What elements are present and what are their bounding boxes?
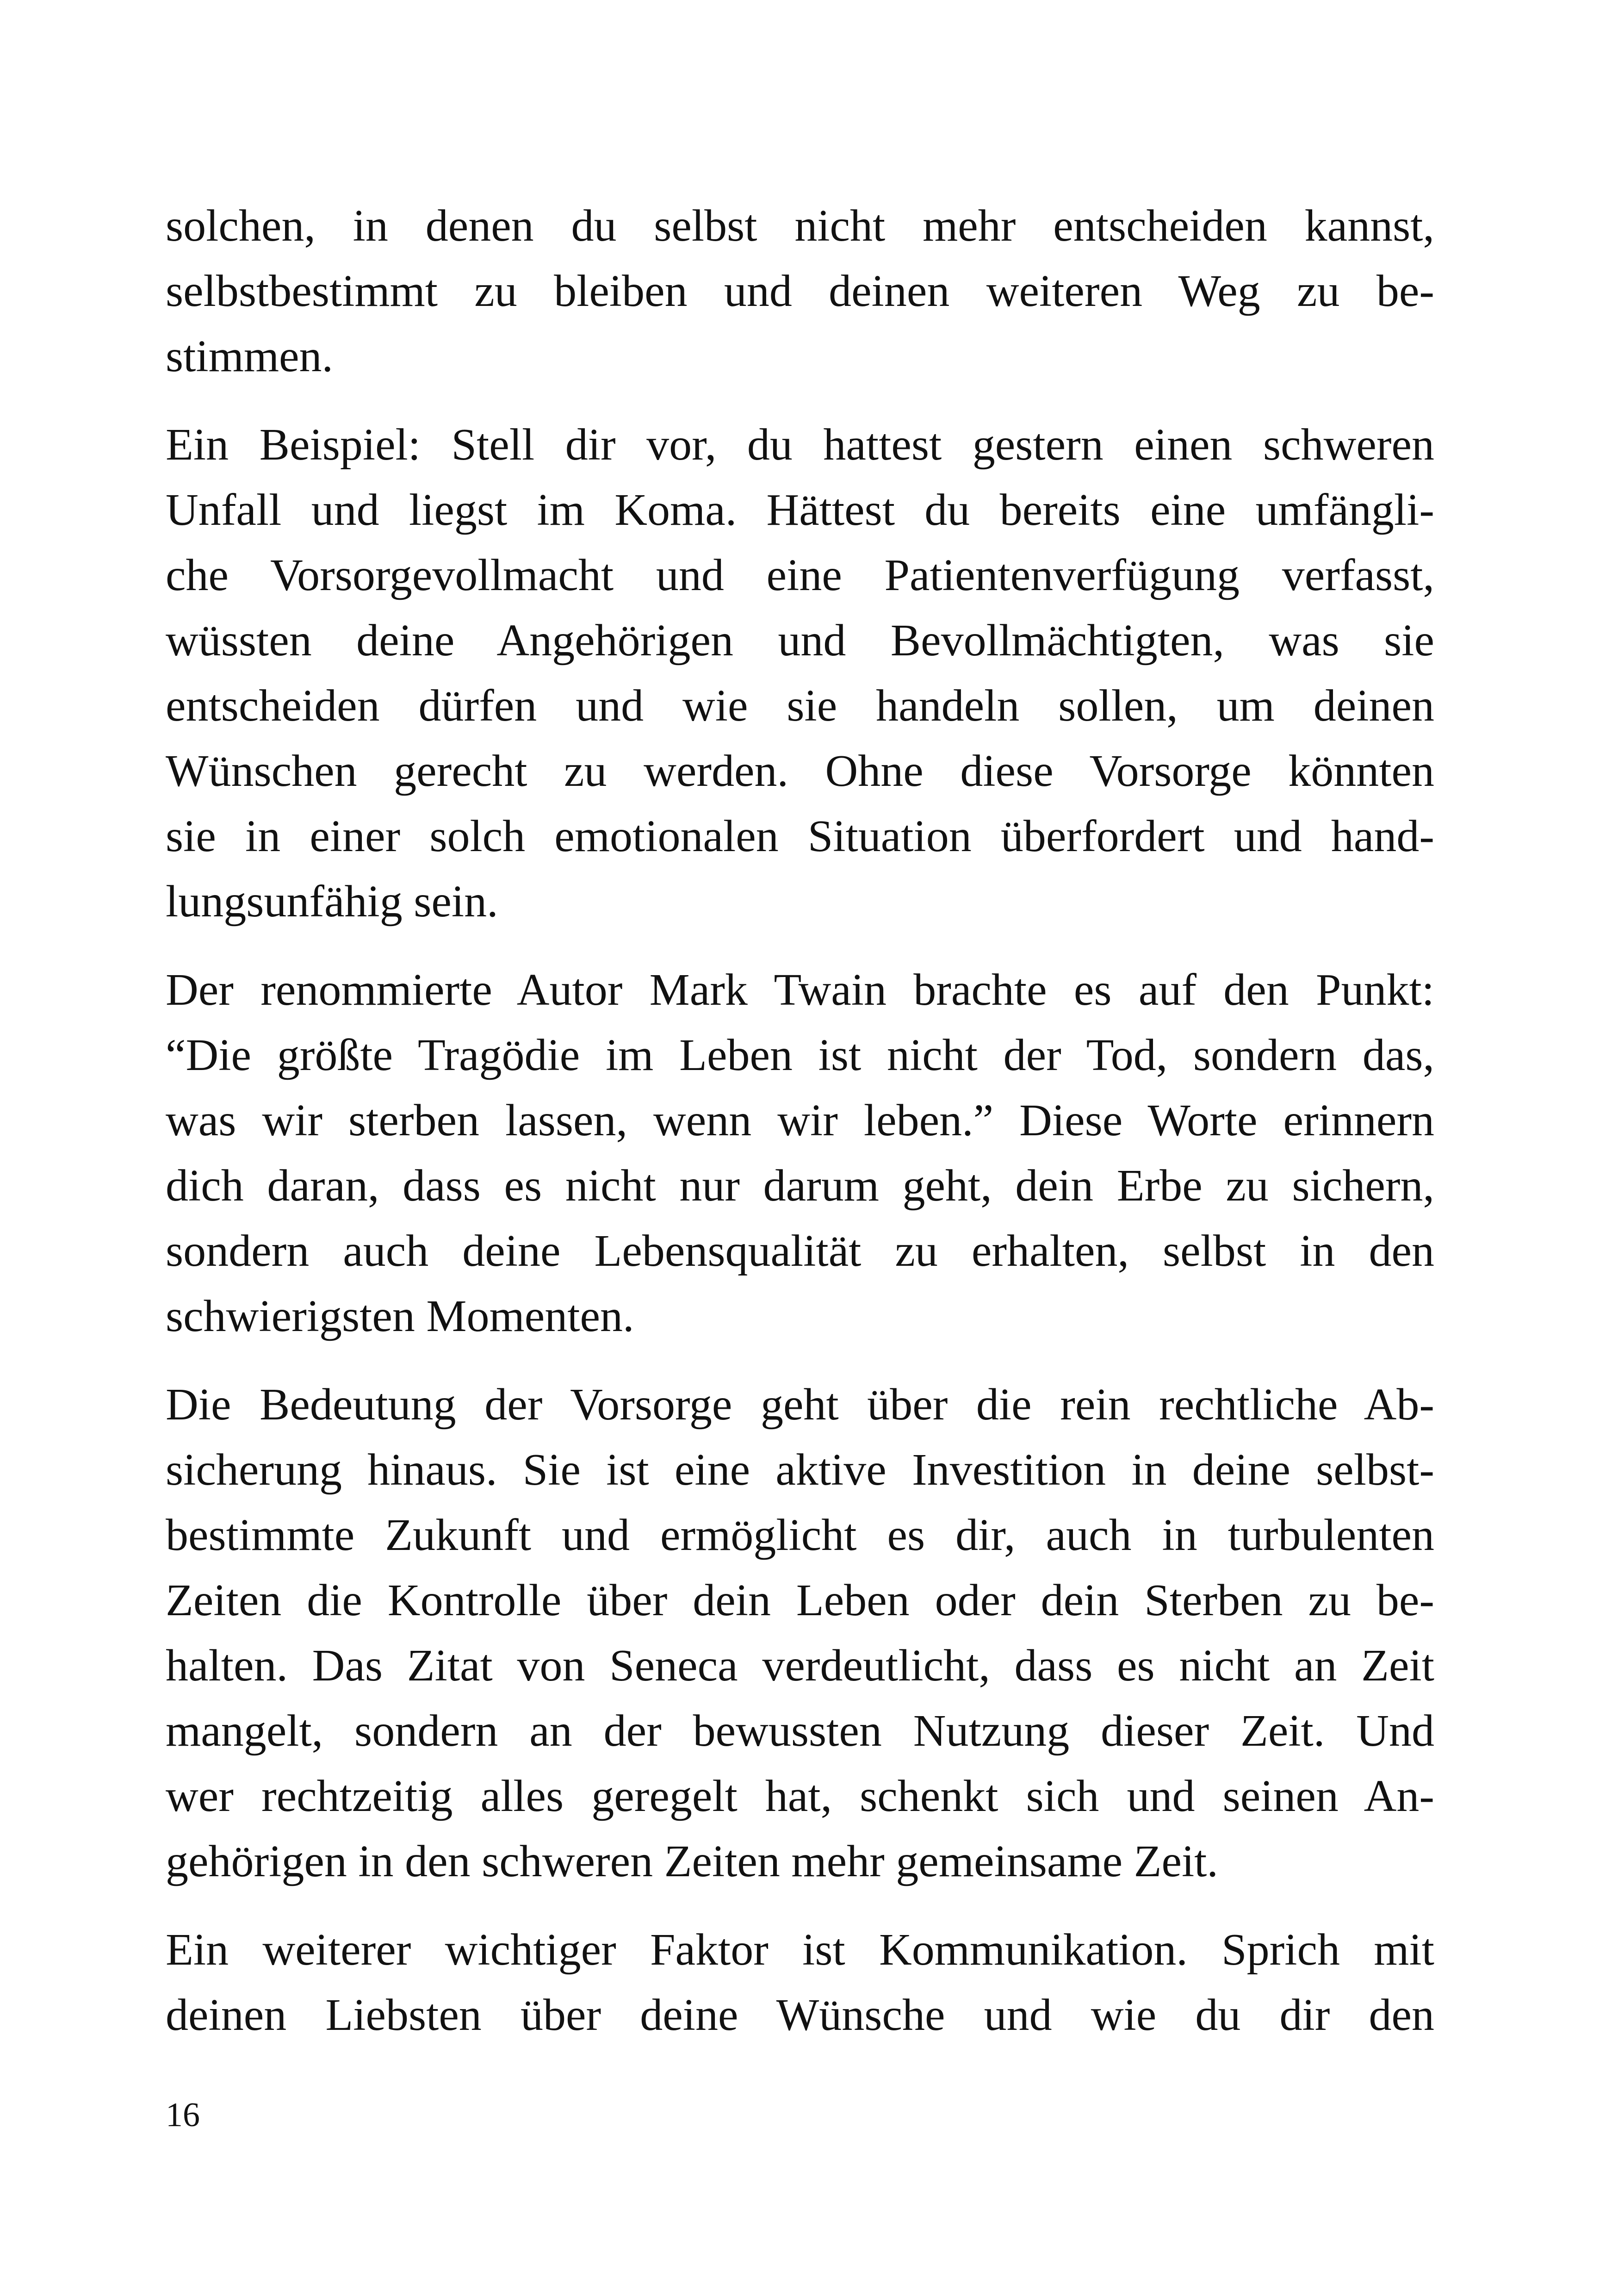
text-line: bestimmte Zukunft und ermöglicht es dir, auch in turbulenten (166, 1510, 1434, 1560)
text-line: dich daran, dass es nicht nur darum geht, dein Erbe zu sichern, (166, 1161, 1434, 1211)
text-line: sicherung hinaus. Sie ist eine aktive Investition in deine selbst- (166, 1445, 1434, 1495)
paragraph-3 (166, 958, 1434, 1349)
text-line: solchen, in denen du selbst nicht mehr entscheiden kannst, (166, 201, 1434, 251)
text-line: entscheiden dürfen und wie sie handeln sollen, um deinen (166, 681, 1434, 731)
paragraph-2 (166, 412, 1434, 934)
text-line: wüssten deine Angehörigen und Bevollmächtigten, was sie (166, 616, 1434, 666)
paragraph-4 (166, 1372, 1434, 1894)
text-line: “Die größte Tragödie im Leben ist nicht der Tod, sondern das, (166, 1030, 1434, 1080)
text-line: was wir sterben lassen, wenn wir leben.” Diese Worte erinnern (166, 1095, 1434, 1145)
text-line: selbstbestimmt zu bleiben und deinen weiteren Weg zu be- (166, 266, 1434, 316)
text-line: gehörigen in den schweren Zeiten mehr gemeinsame Zeit. (166, 1836, 1218, 1886)
paragraph-5 (166, 1917, 1434, 2048)
body-text (166, 193, 1434, 2071)
text-line: Zeiten die Kontrolle über dein Leben oder dein Sterben zu be- (166, 1575, 1434, 1625)
text-line: lungsunfähig sein. (166, 877, 498, 927)
paragraph-1 (166, 193, 1434, 389)
text-line: stimmen. (166, 331, 334, 381)
text-line: deinen Liebsten über deine Wünsche und wie du dir den (166, 1990, 1434, 2040)
text-line: Wünschen gerecht zu werden. Ohne diese Vorsorge könnten (166, 746, 1434, 796)
text-line: Ein weiterer wichtiger Faktor ist Kommunikation. Sprich mit (166, 1925, 1434, 1975)
text-line: schwierigsten Momenten. (166, 1291, 634, 1341)
text-line: Die Bedeutung der Vorsorge geht über die rein rechtliche Ab- (166, 1380, 1434, 1430)
text-line: halten. Das Zitat von Seneca verdeutlicht, dass es nicht an Zeit (166, 1641, 1434, 1691)
text-line: che Vorsorgevollmacht und eine Patientenverfügung verfasst, (166, 550, 1434, 600)
text-line: wer rechtzeitig alles geregelt hat, schenkt sich und seinen An- (166, 1771, 1434, 1821)
text-line: Ein Beispiel: Stell dir vor, du hattest gestern einen schweren (166, 420, 1434, 470)
text-line: sondern auch deine Lebensqualität zu erhalten, selbst in den (166, 1226, 1434, 1276)
text-line: mangelt, sondern an der bewussten Nutzung dieser Zeit. Und (166, 1706, 1434, 1756)
text-line: Der renommierte Autor Mark Twain brachte es auf den Punkt: (166, 965, 1434, 1015)
text-line: Unfall und liegst im Koma. Hättest du bereits eine umfängli- (166, 485, 1434, 535)
text-line: sie in einer solch emotionalen Situation überfordert und hand- (166, 811, 1434, 861)
page-number: 16 (166, 2096, 200, 2134)
